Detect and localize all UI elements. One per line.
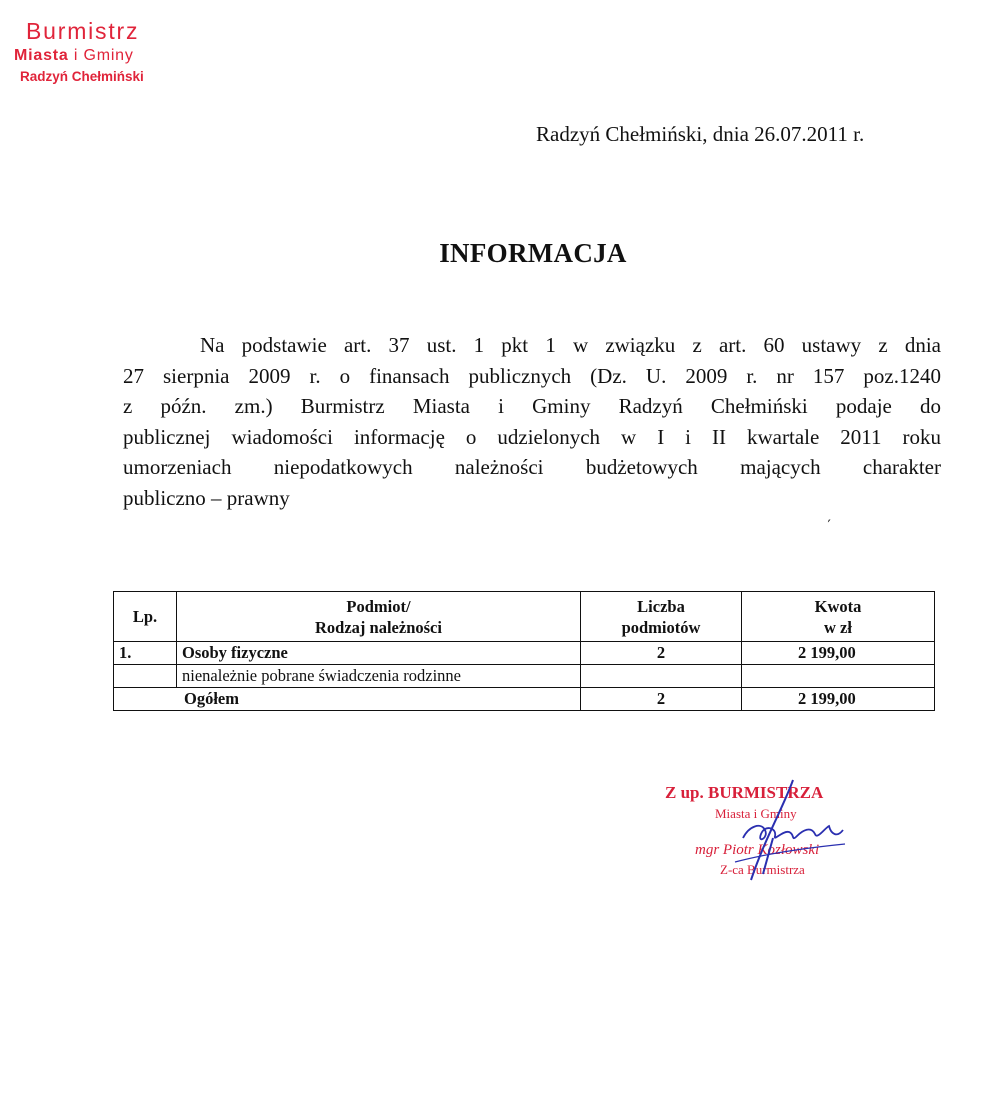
header-amount-line1: Kwota [814,596,862,616]
cell-subject: nienależnie pobrane świadczenia rodzinne [177,665,581,688]
cell-count [581,665,742,688]
total-label: Ogółem [114,688,581,711]
total-amount: 2 199,00 [742,688,935,711]
header-count-line1: Liczba [637,596,685,616]
header-amount-line2: w zł [824,617,852,637]
cell-subject: Osoby fizyczne [177,642,581,665]
paragraph-line: publicznej wiadomości informację o udzielonych w I i II kwartale 2011 roku [123,424,941,449]
paragraph-line: 27 sierpnia 2009 r. o finansach publicznych (Dz. U. 2009 r. nr 157 poz.1240 [123,363,941,388]
paragraph-line: z późn. zm.) Burmistrz Miasta i Gminy Radzyń Chełmiński podaje do [123,394,941,418]
stamp-line-2-first-word: Miasta [14,47,69,65]
cell-lp: 1. [114,642,177,665]
cell-lp [114,665,177,688]
header-count-line2: podmiotów [621,617,701,637]
signature-stamp [665,778,905,888]
stamp-line-2-rest: i Gminy [73,47,134,65]
signature-stamp-line-1: Z up. BURMISTRZA [665,783,824,802]
paragraph-line: umorzeniach niepodatkowych należności budżetowych mających charakter [123,455,941,479]
table-header-row [114,592,935,642]
stamp-line-1: Burmistrz [26,18,140,44]
handwritten-signature [665,778,905,888]
header-lp: Lp. [114,592,177,642]
write-off-table [113,591,935,711]
paragraph-line: Na podstawie art. 37 ust. 1 pkt 1 w związku z art. 60 ustawy z dnia [200,333,941,357]
header-subject-line1: Podmiot/ [346,596,411,616]
signature-stamp-line-2: Miasta i Gminy [715,806,797,821]
signature-stamp-line-3: mgr Piotr Kozłowski [695,842,820,858]
header-count [581,592,742,642]
stamp-line-3: Radzyń Chełmiński [20,68,144,84]
table-row [114,665,935,688]
table-row [114,642,935,665]
header-subject [177,592,581,642]
header-subject-line2: Rodzaj należności [315,617,442,637]
place-and-date: Radzyń Chełmiński, dnia 26.07.2011 r. [536,122,865,146]
office-stamp [14,18,144,84]
document-title: INFORMACJA [439,238,627,268]
cell-count: 2 [581,642,742,665]
stamp-line-2 [14,47,144,65]
paragraph-line: publiczno – prawny [123,485,290,510]
total-count: 2 [581,688,742,711]
header-amount [742,592,935,642]
cell-amount: 2 199,00 [742,642,935,665]
stray-mark: ´ [825,517,835,535]
cell-amount [742,665,935,688]
table-total-row [114,688,935,711]
signature-stamp-line-4: Z-ca Burmistrza [720,862,805,877]
body-paragraph [123,330,941,513]
